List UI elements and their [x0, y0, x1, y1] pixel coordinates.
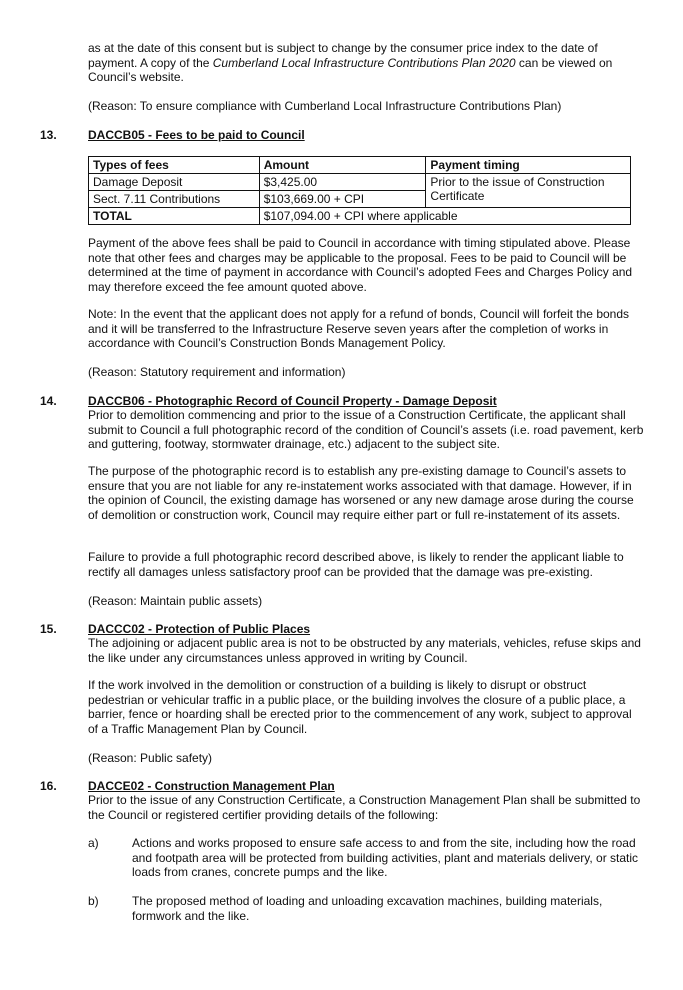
section-15-paragraph-2: If the work involved in the demolition or construction of a building is likely to disrupt or obstruct pedestrian or vehicular traffic in a public place, or the building involves the closure of a public place, a barrier, fence or hoarding shall be erected prior to the commencement of any work, subject to approval of a Traffic Management Plan by Council.: [88, 678, 632, 736]
list-item-marker: a): [88, 836, 99, 850]
section-16-heading: DACCE02 - Construction Management Plan: [88, 779, 335, 793]
section-14-paragraph-3: Failure to provide a full photographic record described above, is likely to render the applicant liable to rectify all damages unless satisfactory proof can be provided that the damage was pre-existing.: [88, 550, 624, 579]
section-14-heading: DACCB06 - Photographic Record of Council Property - Damage Deposit: [88, 394, 497, 408]
list-item-marker: b): [88, 894, 99, 908]
list-item: Actions and works proposed to ensure safe access to and from the site, including how the road and footpath area will be protected from building activities, plant and materials delivery, or static loads from cranes, concrete pumps and the like.: [132, 836, 639, 879]
section-13-reason: (Reason: Statutory requirement and information): [88, 365, 346, 379]
fees-header-timing: Payment timing: [426, 157, 631, 174]
section-14-reason: (Reason: Maintain public assets): [88, 594, 263, 608]
fee-timing-cell: Prior to the issue of Construction Certificate: [426, 174, 631, 208]
table-row: [89, 174, 631, 191]
fees-total-amount: $107,094.00 + CPI where applicable: [259, 208, 630, 225]
section-13-paragraph-2: Note: In the event that the applicant does not apply for a refund of bonds, Council will forfeit the bonds and it will be transferred to the Infrastructure Reserve seven years after the completion of works in accordance with Council’s Construction Bonds Management Policy.: [88, 307, 630, 350]
section-13-paragraph-1: Payment of the above fees shall be paid to Council in accordance with timing stipulated above. Please note that other fees and charges may be applicable to the proposal. Fees to be paid to Council will be determined at the time of payment in accordance with Council’s adopted Fees and Charges Policy and may therefore exceed the fee amount quoted above.: [88, 236, 633, 294]
section-15-reason: (Reason: Public safety): [88, 751, 213, 765]
section-13-number: 13.: [40, 128, 57, 142]
fees-header-amount: Amount: [259, 157, 426, 174]
intro-paragraph: [88, 41, 644, 85]
fee-type-cell: Sect. 7.11 Contributions: [89, 191, 260, 208]
section-14-number: 14.: [40, 394, 57, 408]
section-16-number: 16.: [40, 779, 57, 793]
intro-text-post: can be viewed on Council’s website.: [88, 55, 613, 84]
intro-reason: (Reason: To ensure compliance with Cumberland Local Infrastructure Contributions Plan): [88, 99, 562, 113]
list-item: The proposed method of loading and unloading excavation machines, building materials, formwork and the like.: [132, 894, 603, 923]
section-13-heading: DACCB05 - Fees to be paid to Council: [88, 128, 305, 142]
fees-table: [88, 156, 631, 225]
fee-amount-cell: $3,425.00: [259, 174, 426, 191]
section-15-paragraph-1: The adjoining or adjacent public area is not to be obstructed by any materials, vehicles, refuse skips and the like under any circumstances unless approved in writing by Council.: [88, 636, 641, 665]
fees-table-header-row: [89, 157, 631, 174]
section-15-number: 15.: [40, 622, 57, 636]
fees-total-row: [89, 208, 631, 225]
fee-amount-cell: $103,669.00 + CPI: [259, 191, 426, 208]
section-14-paragraph-1: Prior to demolition commencing and prior to the issue of a Construction Certificate, the applicant shall submit to Council a full photographic record of the condition of Council’s assets (i.e. road pavement, kerb and guttering, footway, stormwater drainage, etc.) adjacent to the subject site.: [88, 408, 644, 451]
section-15-heading: DACCC02 - Protection of Public Places: [88, 622, 311, 636]
fees-total-label: TOTAL: [89, 208, 260, 225]
section-14-paragraph-2: The purpose of the photographic record is to establish any pre-existing damage to Council’s assets to ensure that you are not liable for any re-instatement works associated with that damage. However, if in the opinion of Council, the existing damage has worsened or any new damage arose during the course of demolition or construction work, Council may require either part or full re-instatement of its assets.: [88, 464, 634, 522]
intro-plan-title: Cumberland Local Infrastructure Contributions Plan 2020: [212, 55, 516, 70]
section-16-paragraph-1: Prior to the issue of any Construction Certificate, a Construction Management Plan shall be submitted to the Council or registered certifier providing details of the following:: [88, 793, 641, 822]
intro-text-pre: as at the date of this consent but is subject to change by the consumer price index to the date of payment. A copy of the: [88, 41, 598, 70]
fee-type-cell: Damage Deposit: [89, 174, 260, 191]
fees-header-type: Types of fees: [89, 157, 260, 174]
